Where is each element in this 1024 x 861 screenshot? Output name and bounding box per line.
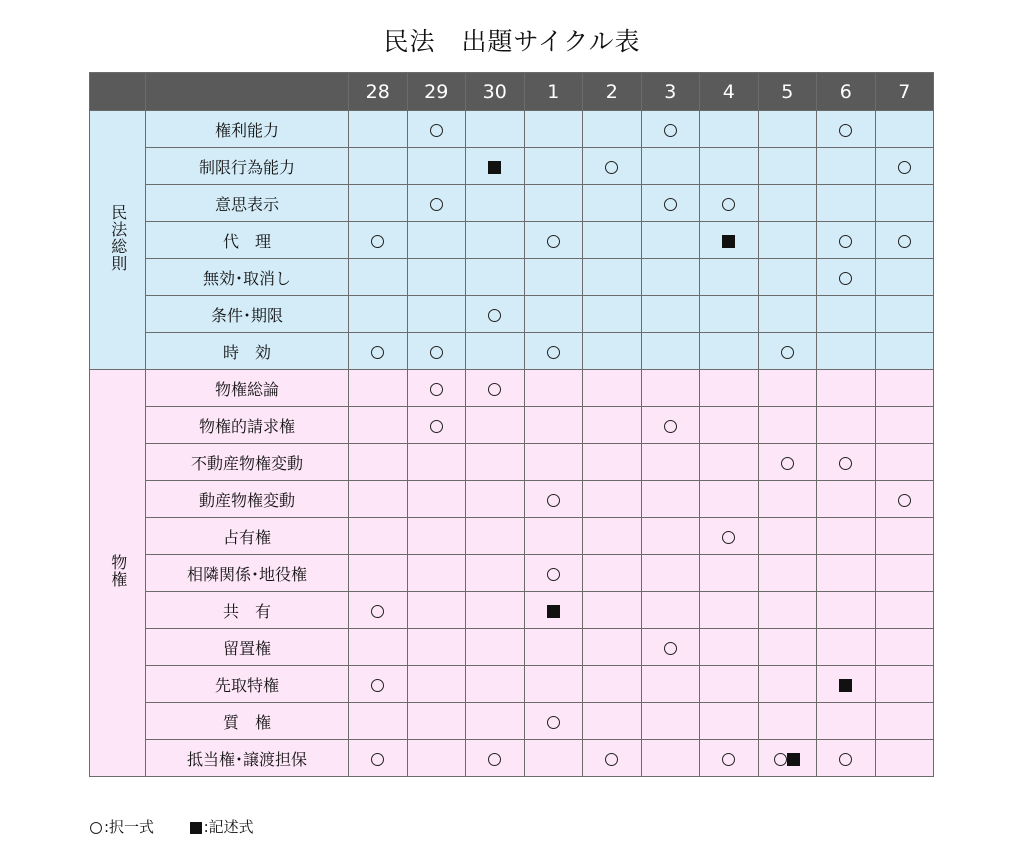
square-icon <box>190 822 202 834</box>
mark-cell <box>641 592 700 629</box>
mark-cell <box>758 481 817 518</box>
mark-cell <box>466 111 525 148</box>
mark-cell <box>875 592 934 629</box>
mark-cell <box>466 296 525 333</box>
mark-cell <box>817 333 876 370</box>
mark-cell <box>641 555 700 592</box>
mark-cell <box>407 481 466 518</box>
mark-cell <box>875 444 934 481</box>
mark-cell <box>407 592 466 629</box>
mark-cell <box>583 407 642 444</box>
mark-cell <box>466 259 525 296</box>
mark-cell <box>583 555 642 592</box>
topic-cell: 抵当権･譲渡担保 <box>146 740 349 777</box>
mark-cell <box>700 185 759 222</box>
choice-mark-icon <box>547 494 560 507</box>
mark-cell <box>817 555 876 592</box>
choice-mark-icon <box>722 198 735 211</box>
table-body <box>90 111 934 777</box>
topic-cell: 留置権 <box>146 629 349 666</box>
group-label: 物権 <box>108 553 128 588</box>
mark-cell <box>817 370 876 407</box>
table-row <box>90 370 934 407</box>
mark-cell <box>524 592 583 629</box>
header-blank-group <box>90 73 146 111</box>
mark-cell <box>875 481 934 518</box>
choice-mark-icon <box>839 753 852 766</box>
mark-cell <box>407 222 466 259</box>
topic-cell: 質 権 <box>146 703 349 740</box>
year-header: 1 <box>524 73 583 111</box>
mark-cell <box>407 555 466 592</box>
legend <box>90 816 254 837</box>
mark-cell <box>700 407 759 444</box>
mark-cell <box>758 555 817 592</box>
legend-choice-label: :択一式 <box>104 818 155 836</box>
choice-mark-icon <box>722 531 735 544</box>
mark-cell <box>641 185 700 222</box>
mark-cell <box>817 703 876 740</box>
mark-cell <box>700 333 759 370</box>
mark-cell <box>349 740 408 777</box>
table-row <box>90 222 934 259</box>
mark-cell <box>583 703 642 740</box>
choice-mark-icon <box>898 494 911 507</box>
topic-cell: 物権的請求権 <box>146 407 349 444</box>
mark-cell <box>349 259 408 296</box>
choice-mark-icon <box>664 124 677 137</box>
mark-cell <box>524 666 583 703</box>
mark-cell <box>349 148 408 185</box>
mark-cell <box>641 740 700 777</box>
mark-cell <box>583 259 642 296</box>
mark-cell <box>817 481 876 518</box>
mark-cell <box>349 185 408 222</box>
mark-cell <box>583 518 642 555</box>
mark-cell <box>817 185 876 222</box>
mark-cell <box>466 148 525 185</box>
table-row <box>90 407 934 444</box>
mark-cell <box>524 111 583 148</box>
choice-mark-icon <box>664 420 677 433</box>
mark-cell <box>758 666 817 703</box>
mark-cell <box>583 296 642 333</box>
mark-cell <box>524 555 583 592</box>
mark-cell <box>583 333 642 370</box>
choice-mark-icon <box>371 346 384 359</box>
legend-written-label: :記述式 <box>203 818 254 836</box>
choice-mark-icon <box>430 383 443 396</box>
mark-cell <box>875 148 934 185</box>
table-row <box>90 259 934 296</box>
mark-cell <box>875 222 934 259</box>
group-label-cell <box>90 111 146 370</box>
mark-cell <box>524 148 583 185</box>
mark-cell <box>641 629 700 666</box>
mark-cell <box>700 148 759 185</box>
mark-cell <box>641 481 700 518</box>
table-row <box>90 148 934 185</box>
mark-cell <box>641 370 700 407</box>
choice-mark-icon <box>547 346 560 359</box>
choice-mark-icon <box>488 383 501 396</box>
choice-mark-icon <box>371 605 384 618</box>
mark-cell <box>466 518 525 555</box>
choice-mark-icon <box>547 716 560 729</box>
table-row <box>90 740 934 777</box>
mark-cell <box>641 259 700 296</box>
mark-cell <box>407 259 466 296</box>
topic-cell: 無効･取消し <box>146 259 349 296</box>
topic-cell: 物権総論 <box>146 370 349 407</box>
mark-cell <box>524 259 583 296</box>
written-mark-icon <box>488 161 501 174</box>
table-row <box>90 518 934 555</box>
mark-cell <box>466 592 525 629</box>
choice-mark-icon <box>839 457 852 470</box>
mark-cell <box>817 222 876 259</box>
mark-cell <box>875 111 934 148</box>
mark-cell <box>349 296 408 333</box>
year-header: 4 <box>700 73 759 111</box>
mark-cell <box>349 629 408 666</box>
mark-cell <box>817 666 876 703</box>
mark-cell <box>466 407 525 444</box>
mark-cell <box>583 111 642 148</box>
choice-mark-icon <box>781 457 794 470</box>
topic-cell: 権利能力 <box>146 111 349 148</box>
topic-cell: 相隣関係･地役権 <box>146 555 349 592</box>
mark-cell <box>700 481 759 518</box>
mark-cell <box>466 666 525 703</box>
mark-cell <box>524 407 583 444</box>
mark-cell <box>524 703 583 740</box>
mark-cell <box>466 481 525 518</box>
mark-cell <box>407 333 466 370</box>
mark-cell <box>407 296 466 333</box>
mark-cell <box>407 111 466 148</box>
choice-mark-icon <box>722 753 735 766</box>
choice-mark-icon <box>547 235 560 248</box>
table-row <box>90 185 934 222</box>
mark-cell <box>875 555 934 592</box>
year-header: 2 <box>583 73 642 111</box>
year-header: 30 <box>466 73 525 111</box>
mark-cell <box>349 555 408 592</box>
mark-cell <box>875 703 934 740</box>
topic-cell: 動産物権変動 <box>146 481 349 518</box>
written-mark-icon <box>787 753 800 766</box>
mark-cell <box>407 703 466 740</box>
topic-cell: 不動産物権変動 <box>146 444 349 481</box>
mark-cell <box>758 740 817 777</box>
mark-cell <box>349 111 408 148</box>
mark-cell <box>524 185 583 222</box>
group-label-cell <box>90 370 146 777</box>
page-title: 民法 出題サイクル表 <box>383 27 641 56</box>
mark-cell <box>875 185 934 222</box>
mark-cell <box>875 666 934 703</box>
choice-mark-icon <box>371 235 384 248</box>
mark-cell <box>407 444 466 481</box>
mark-cell <box>641 703 700 740</box>
written-mark-icon <box>722 235 735 248</box>
mark-cell <box>817 148 876 185</box>
topic-cell: 時 効 <box>146 333 349 370</box>
mark-cell <box>583 222 642 259</box>
mark-cell <box>524 629 583 666</box>
topic-cell: 占有権 <box>146 518 349 555</box>
table-row <box>90 111 934 148</box>
choice-mark-icon <box>547 568 560 581</box>
mark-cell <box>349 444 408 481</box>
choice-mark-icon <box>664 198 677 211</box>
mark-cell <box>758 296 817 333</box>
mark-cell <box>758 703 817 740</box>
year-header: 28 <box>349 73 408 111</box>
mark-cell <box>466 555 525 592</box>
mark-cell <box>817 444 876 481</box>
mark-cell <box>700 555 759 592</box>
mark-cell <box>817 518 876 555</box>
mark-cell <box>817 407 876 444</box>
choice-mark-icon <box>488 753 501 766</box>
mark-cell <box>700 370 759 407</box>
mark-cell <box>407 666 466 703</box>
written-mark-icon <box>839 679 852 692</box>
mark-cell <box>349 518 408 555</box>
mark-cell <box>349 481 408 518</box>
choice-mark-icon <box>605 753 618 766</box>
mark-cell <box>524 740 583 777</box>
topic-cell: 代 理 <box>146 222 349 259</box>
mark-cell <box>466 333 525 370</box>
mark-cell <box>349 592 408 629</box>
mark-cell <box>641 111 700 148</box>
mark-cell <box>875 296 934 333</box>
mark-cell <box>349 666 408 703</box>
mark-cell <box>583 185 642 222</box>
mark-cell <box>583 666 642 703</box>
exam-cycle-table <box>89 72 934 777</box>
mark-cell <box>641 296 700 333</box>
choice-mark-icon <box>839 124 852 137</box>
mark-cell <box>524 222 583 259</box>
mark-cell <box>758 333 817 370</box>
table-row <box>90 555 934 592</box>
mark-cell <box>641 148 700 185</box>
topic-cell: 制限行為能力 <box>146 148 349 185</box>
table-row <box>90 629 934 666</box>
header-blank-topic <box>146 73 349 111</box>
mark-cell <box>700 518 759 555</box>
mark-cell <box>817 296 876 333</box>
choice-mark-icon <box>430 346 443 359</box>
mark-cell <box>524 518 583 555</box>
written-mark-icon <box>547 605 560 618</box>
table-row <box>90 481 934 518</box>
mark-cell <box>349 333 408 370</box>
mark-cell <box>349 407 408 444</box>
mark-cell <box>875 333 934 370</box>
mark-cell <box>407 740 466 777</box>
mark-cell <box>875 740 934 777</box>
choice-mark-icon <box>371 679 384 692</box>
mark-cell <box>524 296 583 333</box>
mark-cell <box>700 666 759 703</box>
mark-cell <box>466 222 525 259</box>
mark-cell <box>641 444 700 481</box>
mark-cell <box>583 481 642 518</box>
mark-cell <box>758 629 817 666</box>
circle-icon <box>90 822 102 834</box>
table-row <box>90 296 934 333</box>
year-header: 29 <box>407 73 466 111</box>
mark-cell <box>875 629 934 666</box>
mark-cell <box>758 444 817 481</box>
table-row <box>90 703 934 740</box>
mark-cell <box>349 222 408 259</box>
mark-cell <box>583 740 642 777</box>
year-header: 6 <box>817 73 876 111</box>
mark-cell <box>407 629 466 666</box>
topic-cell: 先取特権 <box>146 666 349 703</box>
mark-cell <box>524 333 583 370</box>
mark-cell <box>700 703 759 740</box>
mark-cell <box>758 222 817 259</box>
mark-cell <box>466 185 525 222</box>
mark-cell <box>407 148 466 185</box>
mark-cell <box>583 444 642 481</box>
group-label: 民法総則 <box>108 203 128 272</box>
choice-mark-icon <box>664 642 677 655</box>
mark-cell <box>817 740 876 777</box>
mark-cell <box>817 111 876 148</box>
choice-mark-icon <box>839 272 852 285</box>
mark-cell <box>700 111 759 148</box>
choice-mark-icon <box>430 198 443 211</box>
choice-mark-icon <box>488 309 501 322</box>
year-header: 7 <box>875 73 934 111</box>
mark-cell <box>407 185 466 222</box>
table-row <box>90 592 934 629</box>
mark-cell <box>758 407 817 444</box>
choice-mark-icon <box>839 235 852 248</box>
mark-cell <box>641 222 700 259</box>
mark-cell <box>583 370 642 407</box>
mark-cell <box>349 370 408 407</box>
choice-mark-icon <box>430 124 443 137</box>
mark-cell <box>700 740 759 777</box>
mark-cell <box>583 629 642 666</box>
choice-mark-icon <box>371 753 384 766</box>
mark-cell <box>758 185 817 222</box>
choice-mark-icon <box>430 420 443 433</box>
mark-cell <box>641 518 700 555</box>
mark-cell <box>641 407 700 444</box>
mark-cell <box>583 148 642 185</box>
table-row <box>90 444 934 481</box>
mark-cell <box>641 333 700 370</box>
mark-cell <box>466 629 525 666</box>
mark-cell <box>641 666 700 703</box>
table-row <box>90 333 934 370</box>
mark-cell <box>758 111 817 148</box>
choice-mark-icon <box>898 161 911 174</box>
mark-cell <box>466 703 525 740</box>
mark-cell <box>700 592 759 629</box>
mark-cell <box>875 518 934 555</box>
mark-cell <box>758 259 817 296</box>
mark-cell <box>817 629 876 666</box>
choice-mark-icon <box>781 346 794 359</box>
mark-cell <box>466 444 525 481</box>
mark-cell <box>700 222 759 259</box>
topic-cell: 条件･期限 <box>146 296 349 333</box>
mark-cell <box>700 296 759 333</box>
mark-cell <box>700 259 759 296</box>
mark-cell <box>758 370 817 407</box>
topic-cell: 意思表示 <box>146 185 349 222</box>
mark-cell <box>524 481 583 518</box>
topic-cell: 共 有 <box>146 592 349 629</box>
header-row <box>90 73 934 111</box>
mark-cell <box>407 518 466 555</box>
mark-cell <box>524 444 583 481</box>
mark-cell <box>875 370 934 407</box>
mark-cell <box>817 259 876 296</box>
mark-cell <box>758 148 817 185</box>
mark-cell <box>583 592 642 629</box>
mark-cell <box>758 592 817 629</box>
mark-cell <box>817 592 876 629</box>
year-header: 5 <box>758 73 817 111</box>
mark-cell <box>466 740 525 777</box>
mark-cell <box>700 444 759 481</box>
mark-cell <box>524 370 583 407</box>
mark-cell <box>407 407 466 444</box>
mark-cell <box>349 703 408 740</box>
choice-mark-icon <box>605 161 618 174</box>
mark-cell <box>466 370 525 407</box>
mark-cell <box>875 259 934 296</box>
choice-mark-icon <box>898 235 911 248</box>
choice-mark-icon <box>774 753 787 766</box>
mark-cell <box>875 407 934 444</box>
mark-cell <box>407 370 466 407</box>
mark-cell <box>700 629 759 666</box>
year-header: 3 <box>641 73 700 111</box>
table-row <box>90 666 934 703</box>
mark-cell <box>758 518 817 555</box>
